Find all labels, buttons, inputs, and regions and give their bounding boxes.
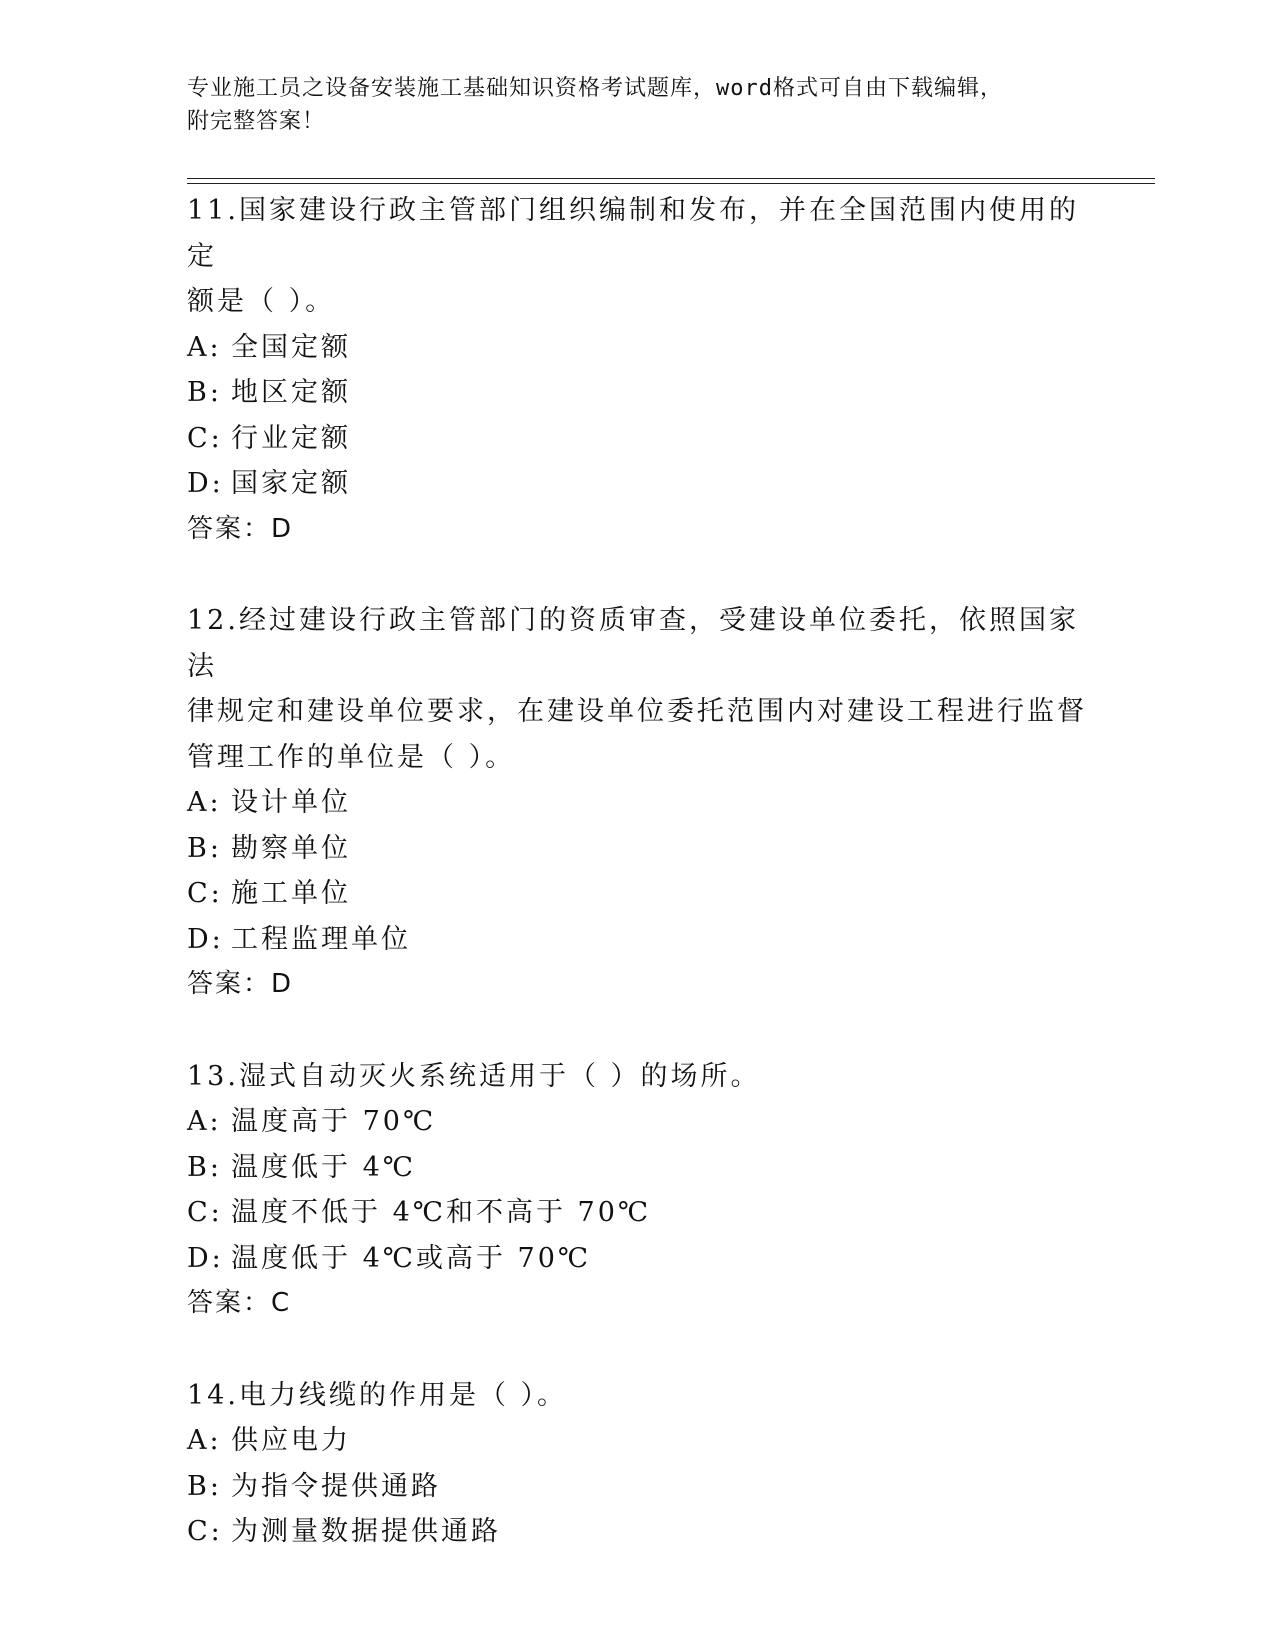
option-key: A: xyxy=(187,1425,222,1456)
option-b xyxy=(187,370,1087,416)
option-d xyxy=(187,917,1087,963)
question-stem-line: 14.电力线缆的作用是（ ）。 xyxy=(187,1379,568,1411)
option-text: 温度不低于 4℃和不高于 70℃ xyxy=(231,1197,652,1228)
question-11 xyxy=(187,188,1087,552)
answer-line: 答案：C xyxy=(187,1288,292,1318)
option-c xyxy=(187,871,1087,917)
option-text: 温度低于 4℃或高于 70℃ xyxy=(231,1242,592,1274)
option-c xyxy=(187,1509,1087,1555)
question-stem-line: 13.湿式自动灭火系统适用于（ ）的场所。 xyxy=(187,1060,761,1092)
header-line-1: 专业施工员之设备安装施工基础知识资格考试题库，word格式可自由下载编辑， xyxy=(187,76,1003,101)
option-key: C: xyxy=(187,1197,223,1228)
option-text: 供应电力 xyxy=(231,1425,351,1456)
option-text: 工程监理单位 xyxy=(231,923,411,955)
option-text: 为测量数据提供通路 xyxy=(231,1516,501,1547)
question-13 xyxy=(187,1054,1087,1327)
option-a xyxy=(187,325,1087,371)
option-text: 勘察单位 xyxy=(231,832,351,864)
option-text: 国家定额 xyxy=(231,468,351,499)
option-a xyxy=(187,1099,1087,1145)
question-stem-line: 11.国家建设行政主管部门组织编制和发布，并在全国范围内使用的定 xyxy=(187,195,1079,272)
question-stem-line: 12.经过建设行政主管部门的资质审查，受建设单位委托，依照国家法 xyxy=(187,605,1079,682)
option-text: 全国定额 xyxy=(231,331,351,363)
option-key: D: xyxy=(187,468,224,499)
header-divider-bottom xyxy=(187,183,1155,184)
option-text: 设计单位 xyxy=(231,787,351,818)
option-key: B: xyxy=(187,1151,222,1183)
answer-line: 答案：D xyxy=(187,513,294,544)
question-stem-line: 额是（ ）。 xyxy=(187,286,336,317)
option-key: A: xyxy=(187,331,222,363)
question-stem-line: 律规定和建设单位要求，在建设单位委托范围内对建设工程进行监督 xyxy=(187,696,1087,727)
header-divider-top xyxy=(187,178,1155,179)
option-c xyxy=(187,1190,1087,1236)
option-text: 施工单位 xyxy=(231,878,351,909)
option-d xyxy=(187,461,1087,507)
option-a xyxy=(187,1418,1087,1464)
option-key: B: xyxy=(187,377,222,408)
option-b xyxy=(187,826,1087,872)
option-key: A: xyxy=(187,1106,222,1137)
question-spacer xyxy=(187,1008,1087,1054)
document-header xyxy=(187,72,1087,138)
option-key: C: xyxy=(187,1516,223,1547)
option-text: 地区定额 xyxy=(231,377,351,408)
question-12 xyxy=(187,598,1087,1008)
option-key: D: xyxy=(187,923,224,955)
question-14 xyxy=(187,1373,1087,1555)
option-text: 温度低于 4℃ xyxy=(231,1151,416,1183)
option-key: A: xyxy=(187,787,222,818)
option-d xyxy=(187,1236,1087,1282)
option-key: C: xyxy=(187,878,223,909)
option-a xyxy=(187,780,1087,826)
question-stem-line: 管理工作的单位是（ ）。 xyxy=(187,741,516,773)
option-text: 温度高于 70℃ xyxy=(231,1106,437,1137)
option-text: 为指令提供通路 xyxy=(231,1470,441,1502)
option-b xyxy=(187,1145,1087,1191)
option-key: B: xyxy=(187,1470,222,1502)
question-list xyxy=(187,188,1087,1555)
option-key: B: xyxy=(187,832,222,864)
header-line-2: 附完整答案！ xyxy=(187,109,326,134)
option-c xyxy=(187,416,1087,462)
question-spacer xyxy=(187,552,1087,598)
question-spacer xyxy=(187,1327,1087,1373)
answer-line: 答案：D xyxy=(187,969,294,999)
option-text: 行业定额 xyxy=(231,422,351,454)
option-key: C: xyxy=(187,422,223,454)
option-b xyxy=(187,1464,1087,1510)
option-key: D: xyxy=(187,1242,224,1274)
